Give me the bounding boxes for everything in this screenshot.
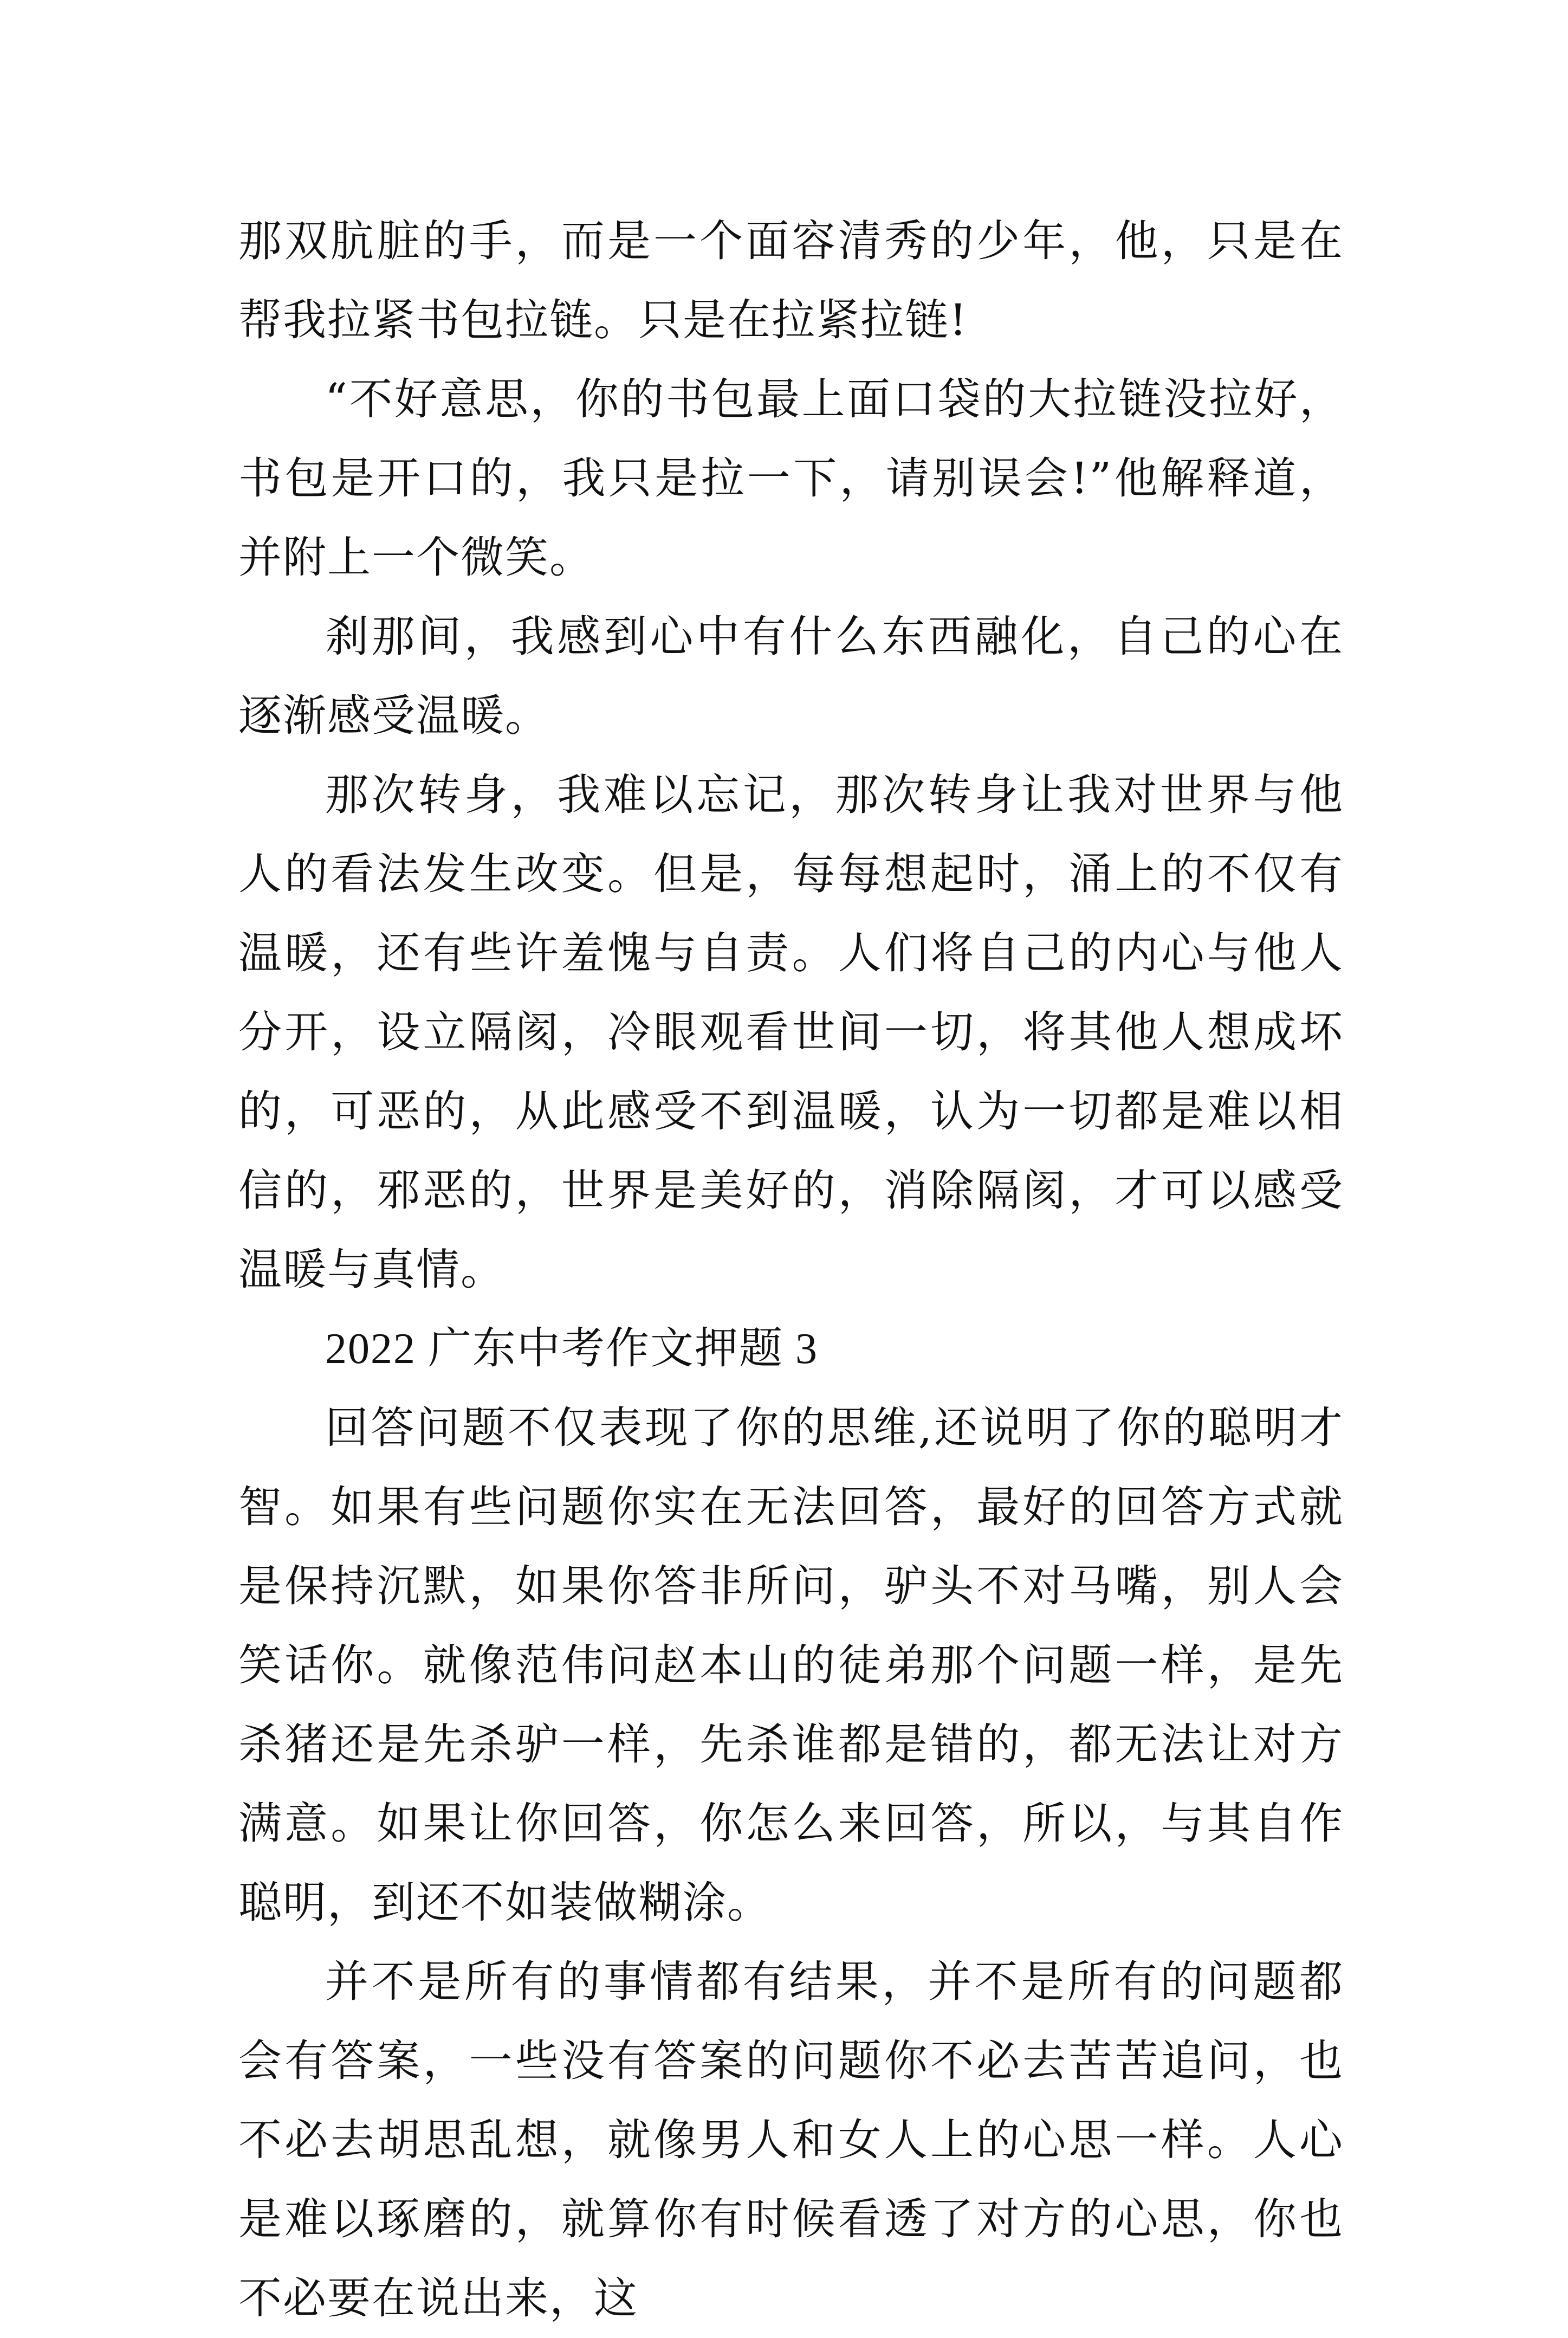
paragraph-continuation: 那双肮脏的手，而是一个面容清秀的少年，他，只是在帮我拉紧书包拉链。只是在拉紧拉链! bbox=[238, 216, 1344, 345]
paragraph: 并不是所有的事情都有结果，并不是所有的问题都会有答案，一些没有答案的问题你不必去苦苦追问，也不必去胡思乱想，就像男人和女人上的心思一样。人心是难以琢磨的，就算你有时候看透了对方的心思，你也不必要在说出来，这 bbox=[238, 1956, 1344, 2323]
section-heading: 2022 广东中考作文押题 3 bbox=[325, 1325, 818, 1373]
paragraph: 回答问题不仅表现了你的思维,还说明了你的聪明才智。如果有些问题你实在无法回答，最好的回答方式就是保持沉默，如果你答非所问，驴头不对马嘴，别人会笑话你。就像范伟问赵本山的徒弟那个问题一样，是先杀猪还是先杀驴一样，先杀谁都是错的，都无法让对方满意。如果让你回答，你怎么来回答，所以，与其自作聪明，到还不如装做糊涂。 bbox=[238, 1403, 1344, 1928]
paragraph: 那次转身，我难以忘记，那次转身让我对世界与他人的看法发生改变。但是，每每想起时，涌上的不仅有温暖，还有些许羞愧与自责。人们将自己的内心与他人分开，设立隔阂，冷眼观看世间一切，将其他人想成坏的，可恶的，从此感受不到温暖，认为一切都是难以相信的，邪恶的，世界是美好的，消除隔阂，才可以感受温暖与真情。 bbox=[238, 770, 1344, 1295]
paragraph-dialogue: “不好意思，你的书包最上面口袋的大拉链没拉好，书包是开口的，我只是拉一下，请别误会!”他解释道，并附上一个微笑。 bbox=[238, 374, 1344, 583]
paragraph: 刹那间，我感到心中有什么东西融化，自己的心在逐渐感受温暖。 bbox=[238, 611, 1344, 741]
body-text bbox=[238, 202, 1344, 2338]
